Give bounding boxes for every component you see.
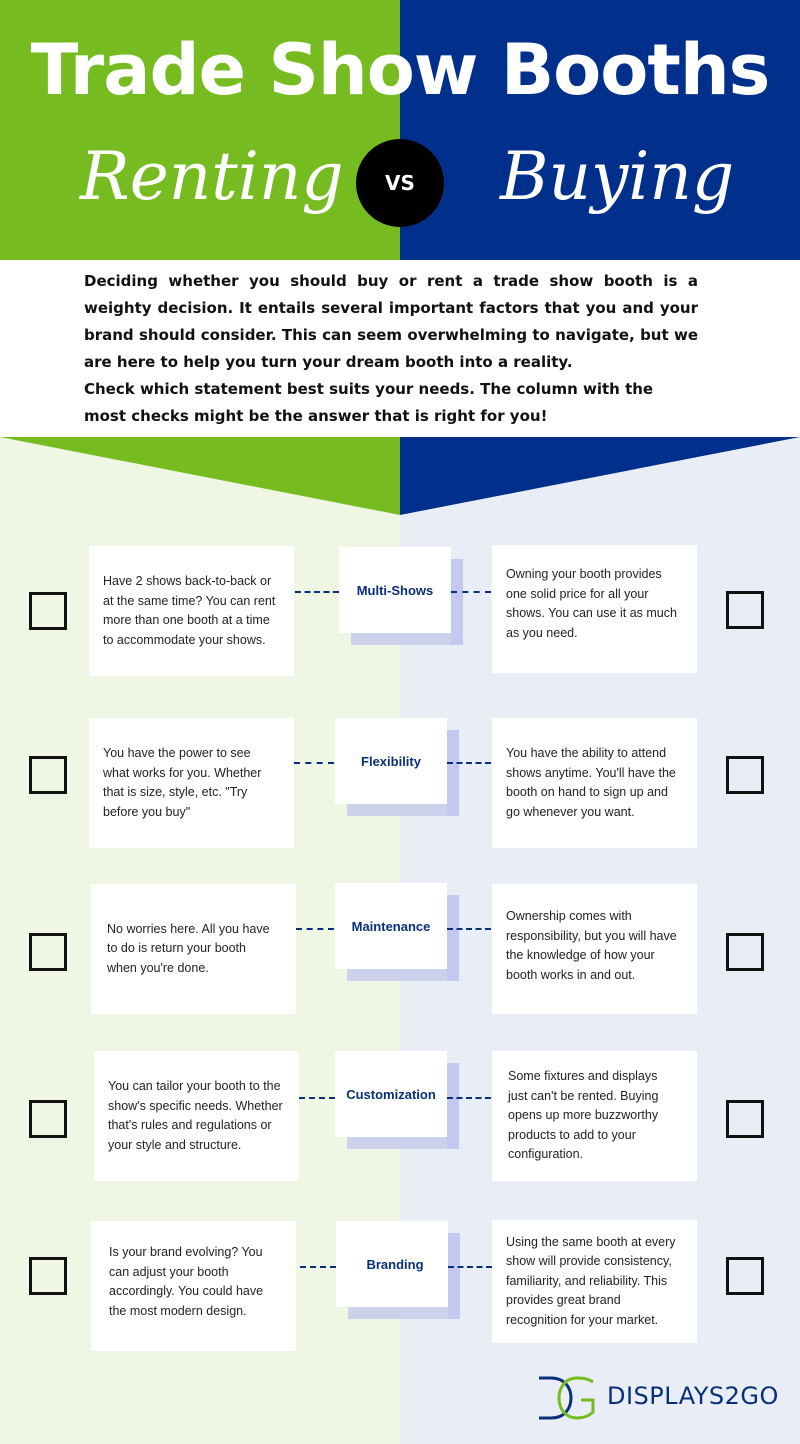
rent-checkbox-flexibility[interactable] xyxy=(29,756,67,794)
buying-heading: Buying xyxy=(500,138,735,215)
header-banner xyxy=(0,0,800,260)
rent-text-flexibility: You have the power to see what works for you. Whether that is size, style, etc. "Try before you buy" xyxy=(103,746,262,819)
buy-connector-branding xyxy=(448,1266,492,1268)
rent-checkbox-branding[interactable] xyxy=(29,1257,67,1295)
label-text-maintenance: Maintenance xyxy=(335,883,447,969)
buy-checkbox-customization[interactable] xyxy=(726,1100,764,1138)
blue-chevron xyxy=(400,437,800,515)
rent-card-flexibility xyxy=(89,718,294,848)
buy-card-customization xyxy=(492,1051,697,1181)
buy-checkbox-branding[interactable] xyxy=(726,1257,764,1295)
buy-text-branding: Using the same booth at every show will provide consistency, familiarity, and reliability. This provides great brand recognition for your market. xyxy=(506,1234,676,1327)
label-multi-shows xyxy=(339,547,451,633)
panel-chevrons xyxy=(0,437,800,515)
buy-card-branding xyxy=(492,1220,697,1343)
rent-connector-multi-shows xyxy=(295,591,339,593)
renting-heading: Renting xyxy=(80,138,344,215)
rent-connector-flexibility xyxy=(294,762,334,764)
rent-card-customization xyxy=(94,1051,299,1181)
buy-text-maintenance: Ownership comes with responsibility, but you will have the knowledge of how your booth works in and out. xyxy=(506,909,677,982)
rent-text-customization: You can tailor your booth to the show's specific needs. Whether that's rules and regulations or your style and structure. xyxy=(108,1079,283,1152)
rent-card-branding xyxy=(91,1221,296,1351)
buy-card-maintenance xyxy=(492,884,697,1014)
label-flexibility xyxy=(335,718,447,804)
label-text-customization: Customization xyxy=(335,1051,447,1137)
rent-text-multi-shows: Have 2 shows back-to-back or at the same time? You can rent more than one booth at a time to accommodate your shows. xyxy=(103,574,276,647)
buy-checkbox-flexibility[interactable] xyxy=(726,756,764,794)
green-chevron xyxy=(0,437,400,515)
label-text-multi-shows: Multi-Shows xyxy=(339,547,451,633)
buy-card-flexibility xyxy=(492,718,697,848)
buy-connector-flexibility xyxy=(447,762,491,764)
page-title: Trade Show Booths xyxy=(30,29,770,111)
rent-connector-branding xyxy=(300,1266,336,1268)
rent-connector-maintenance xyxy=(296,928,334,930)
displays2go-logo xyxy=(537,1376,787,1420)
vs-badge: VS xyxy=(356,139,444,227)
intro-text xyxy=(84,268,698,430)
buy-checkbox-multi-shows[interactable] xyxy=(726,591,764,629)
logo-wordmark: DISPLAYS2GO xyxy=(607,1382,779,1410)
intro-paragraph-1: Deciding whether you should buy or rent a trade show booth is a weighty decision. It entails several important factors that you and your brand should consider. This can seem overwhelming to navigate, but we are here to help you turn your dream booth into a reality. xyxy=(84,272,698,371)
rent-connector-customization xyxy=(299,1097,335,1099)
buy-text-flexibility: You have the ability to attend shows anytime. You'll have the booth on hand to sign up and go whenever you want. xyxy=(506,746,676,819)
label-maintenance xyxy=(335,883,447,969)
label-customization xyxy=(335,1051,447,1137)
rent-checkbox-multi-shows[interactable] xyxy=(29,592,67,630)
buy-text-multi-shows: Owning your booth provides one solid price for all your shows. You can use it as much as you need. xyxy=(506,567,677,640)
buy-card-multi-shows xyxy=(492,545,697,673)
intro-paragraph-2: Check which statement best suits your needs. The column with the most checks might be the answer that is right for you! xyxy=(84,380,654,425)
label-text-branding: Branding xyxy=(336,1221,448,1307)
buy-connector-customization xyxy=(447,1097,491,1099)
dg-monogram-icon xyxy=(537,1376,597,1420)
rent-checkbox-maintenance[interactable] xyxy=(29,933,67,971)
rent-card-maintenance xyxy=(91,884,296,1014)
rent-text-branding: Is your brand evolving? You can adjust your booth accordingly. You could have the most modern design. xyxy=(109,1245,264,1318)
label-text-flexibility: Flexibility xyxy=(335,718,447,804)
buy-text-customization: Some fixtures and displays just can't be rented. Buying opens up more buzzworthy products to add to your configuration. xyxy=(508,1069,659,1162)
rent-card-multi-shows xyxy=(89,546,294,676)
buy-connector-maintenance xyxy=(447,928,491,930)
rent-text-maintenance: No worries here. All you have to do is return your booth when you're done. xyxy=(107,921,270,975)
label-branding xyxy=(336,1221,448,1307)
rent-checkbox-customization[interactable] xyxy=(29,1100,67,1138)
buy-connector-multi-shows xyxy=(451,591,491,593)
buy-checkbox-maintenance[interactable] xyxy=(726,933,764,971)
